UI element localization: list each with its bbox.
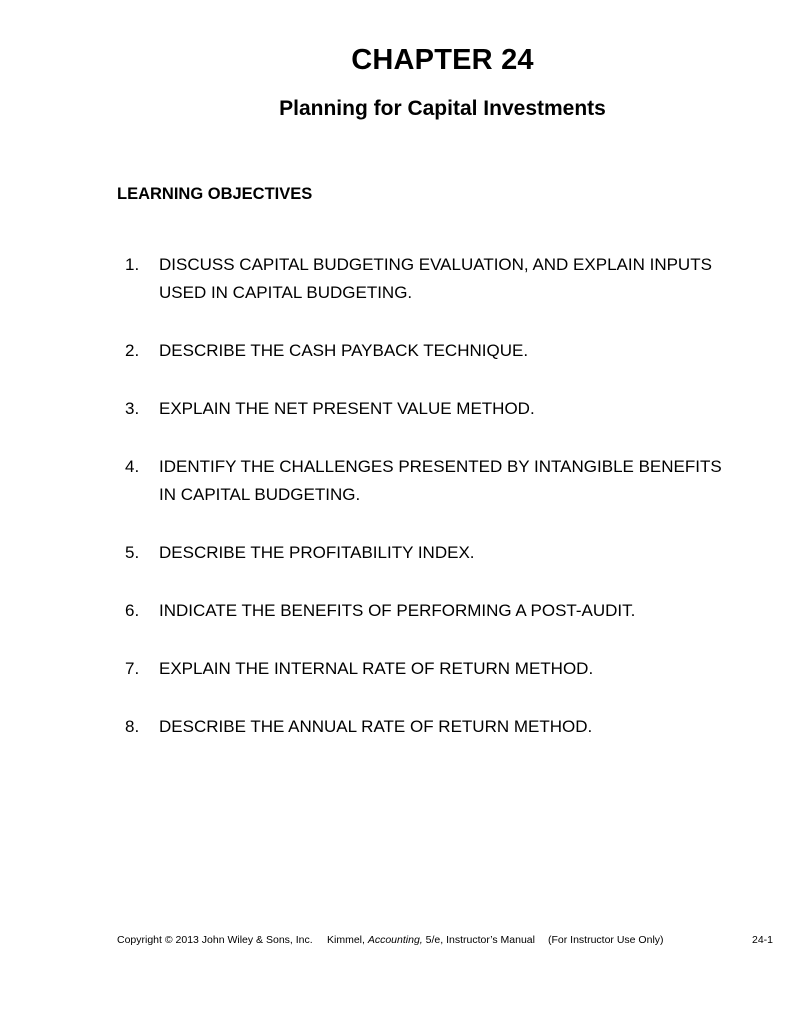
page-footer	[117, 934, 773, 946]
list-item	[125, 713, 725, 741]
objective-text: DESCRIBE THE ANNUAL RATE OF RETURN METHOD.	[159, 717, 593, 736]
objective-number: 8.	[125, 717, 140, 736]
footer-manual-rest: 5/e, Instructor’s Manual	[422, 934, 535, 946]
objective-text: IDENTIFY THE CHALLENGES PRESENTED BY INTANGIBLE BENEFITS IN CAPITAL BUDGETING.	[159, 457, 722, 504]
list-item	[125, 655, 725, 683]
objective-text: INDICATE THE BENEFITS OF PERFORMING A POST-AUDIT.	[159, 601, 636, 620]
objective-text: EXPLAIN THE INTERNAL RATE OF RETURN METHOD.	[159, 659, 594, 678]
footer-manual-author: Kimmel,	[327, 934, 368, 946]
footer-manual-title: Accounting,	[367, 934, 423, 946]
objective-number: 7.	[125, 659, 140, 678]
objective-text: DISCUSS CAPITAL BUDGETING EVALUATION, AND EXPLAIN INPUTS USED IN CAPITAL BUDGETING.	[159, 255, 712, 302]
objective-number: 6.	[125, 601, 140, 620]
footer-manual	[327, 934, 548, 946]
chapter-subtitle: Planning for Capital Investments	[279, 97, 606, 120]
page-number: 24-1	[751, 934, 773, 946]
objective-number: 4.	[125, 457, 140, 476]
objective-text: DESCRIBE THE PROFITABILITY INDEX.	[159, 543, 475, 562]
list-item	[125, 251, 725, 307]
objective-number: 5.	[125, 543, 140, 562]
list-item	[125, 337, 725, 365]
footer-instructor-note: (For Instructor Use Only)	[548, 934, 664, 946]
list-item	[125, 395, 725, 423]
chapter-title: CHAPTER 24	[351, 44, 534, 76]
footer-copyright: Copyright © 2013 John Wiley & Sons, Inc.	[117, 934, 313, 946]
learning-objectives-list	[125, 251, 725, 771]
list-item	[125, 597, 725, 625]
objective-number: 2.	[125, 341, 140, 360]
objective-text: EXPLAIN THE NET PRESENT VALUE METHOD.	[159, 399, 535, 418]
objective-number: 1.	[125, 255, 140, 274]
objective-number: 3.	[125, 399, 140, 418]
list-item	[125, 539, 725, 567]
objective-text: DESCRIBE THE CASH PAYBACK TECHNIQUE.	[159, 341, 529, 360]
list-item	[125, 453, 725, 509]
section-heading: LEARNING OBJECTIVES	[117, 185, 313, 203]
